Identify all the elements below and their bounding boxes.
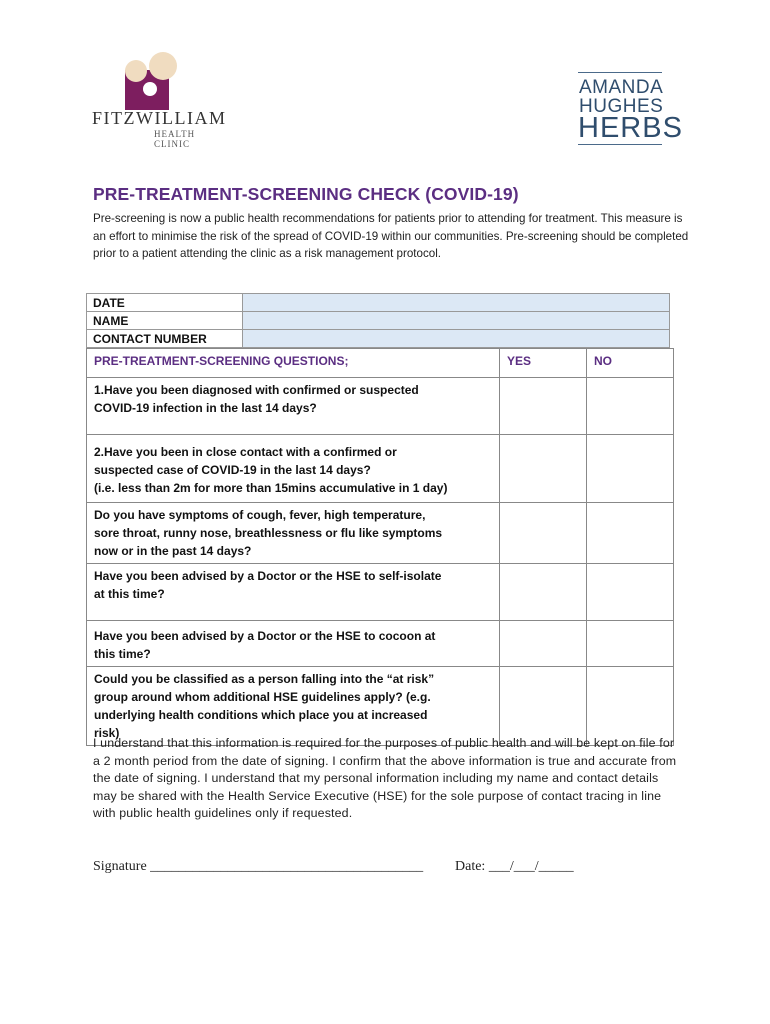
name-field[interactable] [243, 312, 670, 330]
question-line: Could you be classified as a person falling into the “at risk” [94, 672, 435, 686]
question-row [87, 435, 674, 503]
date-label: DATE [87, 294, 243, 312]
no-answer-cell[interactable] [587, 435, 674, 503]
question-row [87, 621, 674, 667]
question-line: Have you been advised by a Doctor or the HSE to cocoon at [94, 629, 436, 643]
yes-answer-cell[interactable] [500, 564, 587, 621]
question-text [87, 435, 500, 503]
question-line: sore throat, runny nose, breathlessness or flu like symptoms [94, 526, 443, 540]
no-header: NO [587, 349, 674, 378]
fitzwilliam-subtitle: HEALTH CLINIC [154, 129, 196, 149]
name-label: NAME [87, 312, 243, 330]
logo-bottom-rule [578, 144, 662, 145]
question-row [87, 564, 674, 621]
question-line: (i.e. less than 2m for more than 15mins accumulative in 1 day) [94, 481, 448, 495]
signature-line[interactable]: Signature _______________________________________ [93, 859, 424, 874]
question-text [87, 503, 500, 564]
questions-header: PRE-TREATMENT-SCREENING QUESTIONS; [87, 349, 500, 378]
question-text [87, 564, 500, 621]
info-row-date [87, 294, 670, 312]
info-row-contact [87, 330, 670, 348]
question-row [87, 503, 674, 564]
no-answer-cell[interactable] [587, 667, 674, 746]
question-line: risk) [94, 726, 120, 740]
question-line: underlying health conditions which place you at increased [94, 708, 428, 722]
question-row [87, 378, 674, 435]
fitzwilliam-logo-mark-icon [125, 52, 195, 110]
yes-answer-cell[interactable] [500, 667, 587, 746]
date-field[interactable] [243, 294, 670, 312]
question-line: Do you have symptoms of cough, fever, high temperature, [94, 508, 426, 522]
patient-info-table [86, 293, 670, 348]
question-line: this time? [94, 647, 151, 661]
no-answer-cell[interactable] [587, 378, 674, 435]
no-answer-cell[interactable] [587, 503, 674, 564]
question-line: 2.Have you been in close contact with a confirmed or [94, 445, 397, 459]
question-row [87, 667, 674, 746]
no-answer-cell[interactable] [587, 621, 674, 667]
yes-answer-cell[interactable] [500, 503, 587, 564]
logo-line-amanda: AMANDA [579, 77, 664, 98]
question-text [87, 621, 500, 667]
info-row-name [87, 312, 670, 330]
question-line: now or in the past 14 days? [94, 544, 252, 558]
question-text [87, 378, 500, 435]
yes-answer-cell[interactable] [500, 621, 587, 667]
date-line[interactable]: Date: ___/___/_____ [455, 859, 574, 874]
question-line: 1.Have you been diagnosed with confirmed or suspected [94, 383, 419, 397]
logo-line-herbs: HERBS [578, 112, 683, 144]
contact-number-field[interactable] [243, 330, 670, 348]
intro-paragraph: Pre-screening is now a public health recommendations for patients prior to attending for treatment. This measure is an effort to minimise the risk of the spread of COVID-19 within our communities. Pre-screening should be completed prior to a patient attending the clinic as a risk management protocol. [93, 212, 689, 260]
screening-questions-table [86, 348, 674, 746]
page-title: PRE-TREATMENT-SCREENING CHECK (COVID-19) [93, 184, 519, 204]
contact-number-label: CONTACT NUMBER [87, 330, 243, 348]
yes-answer-cell[interactable] [500, 435, 587, 503]
yes-answer-cell[interactable] [500, 378, 587, 435]
fitzwilliam-name: FITZWILLIAM [92, 108, 227, 128]
question-line: at this time? [94, 587, 165, 601]
yes-header: YES [500, 349, 587, 378]
no-answer-cell[interactable] [587, 564, 674, 621]
amanda-hughes-herbs-logo [578, 72, 683, 146]
question-line: COVID-19 infection in the last 14 days? [94, 401, 317, 415]
logo-top-rule [578, 72, 662, 73]
question-line: suspected case of COVID-19 in the last 14 days? [94, 463, 371, 477]
question-line: Have you been advised by a Doctor or the HSE to self-isolate [94, 569, 442, 583]
logo-line-hughes: HUGHES [579, 96, 664, 117]
fitzwilliam-logo [92, 52, 232, 149]
question-line: group around whom additional HSE guidelines apply? (e.g. [94, 690, 431, 704]
question-text [87, 667, 500, 746]
consent-paragraph: I understand that this information is required for the purposes of public health and will be kept on file for a 2 month period from the date of signing. I confirm that the above information is true and accurate from the date of signing. I understand that my personal information including my name and contact details may be shared with the Health Service Executive (HSE) for the sole purpose of contact tracing in line with public health guidelines only if requested. [93, 736, 677, 821]
questions-header-row [87, 349, 674, 378]
